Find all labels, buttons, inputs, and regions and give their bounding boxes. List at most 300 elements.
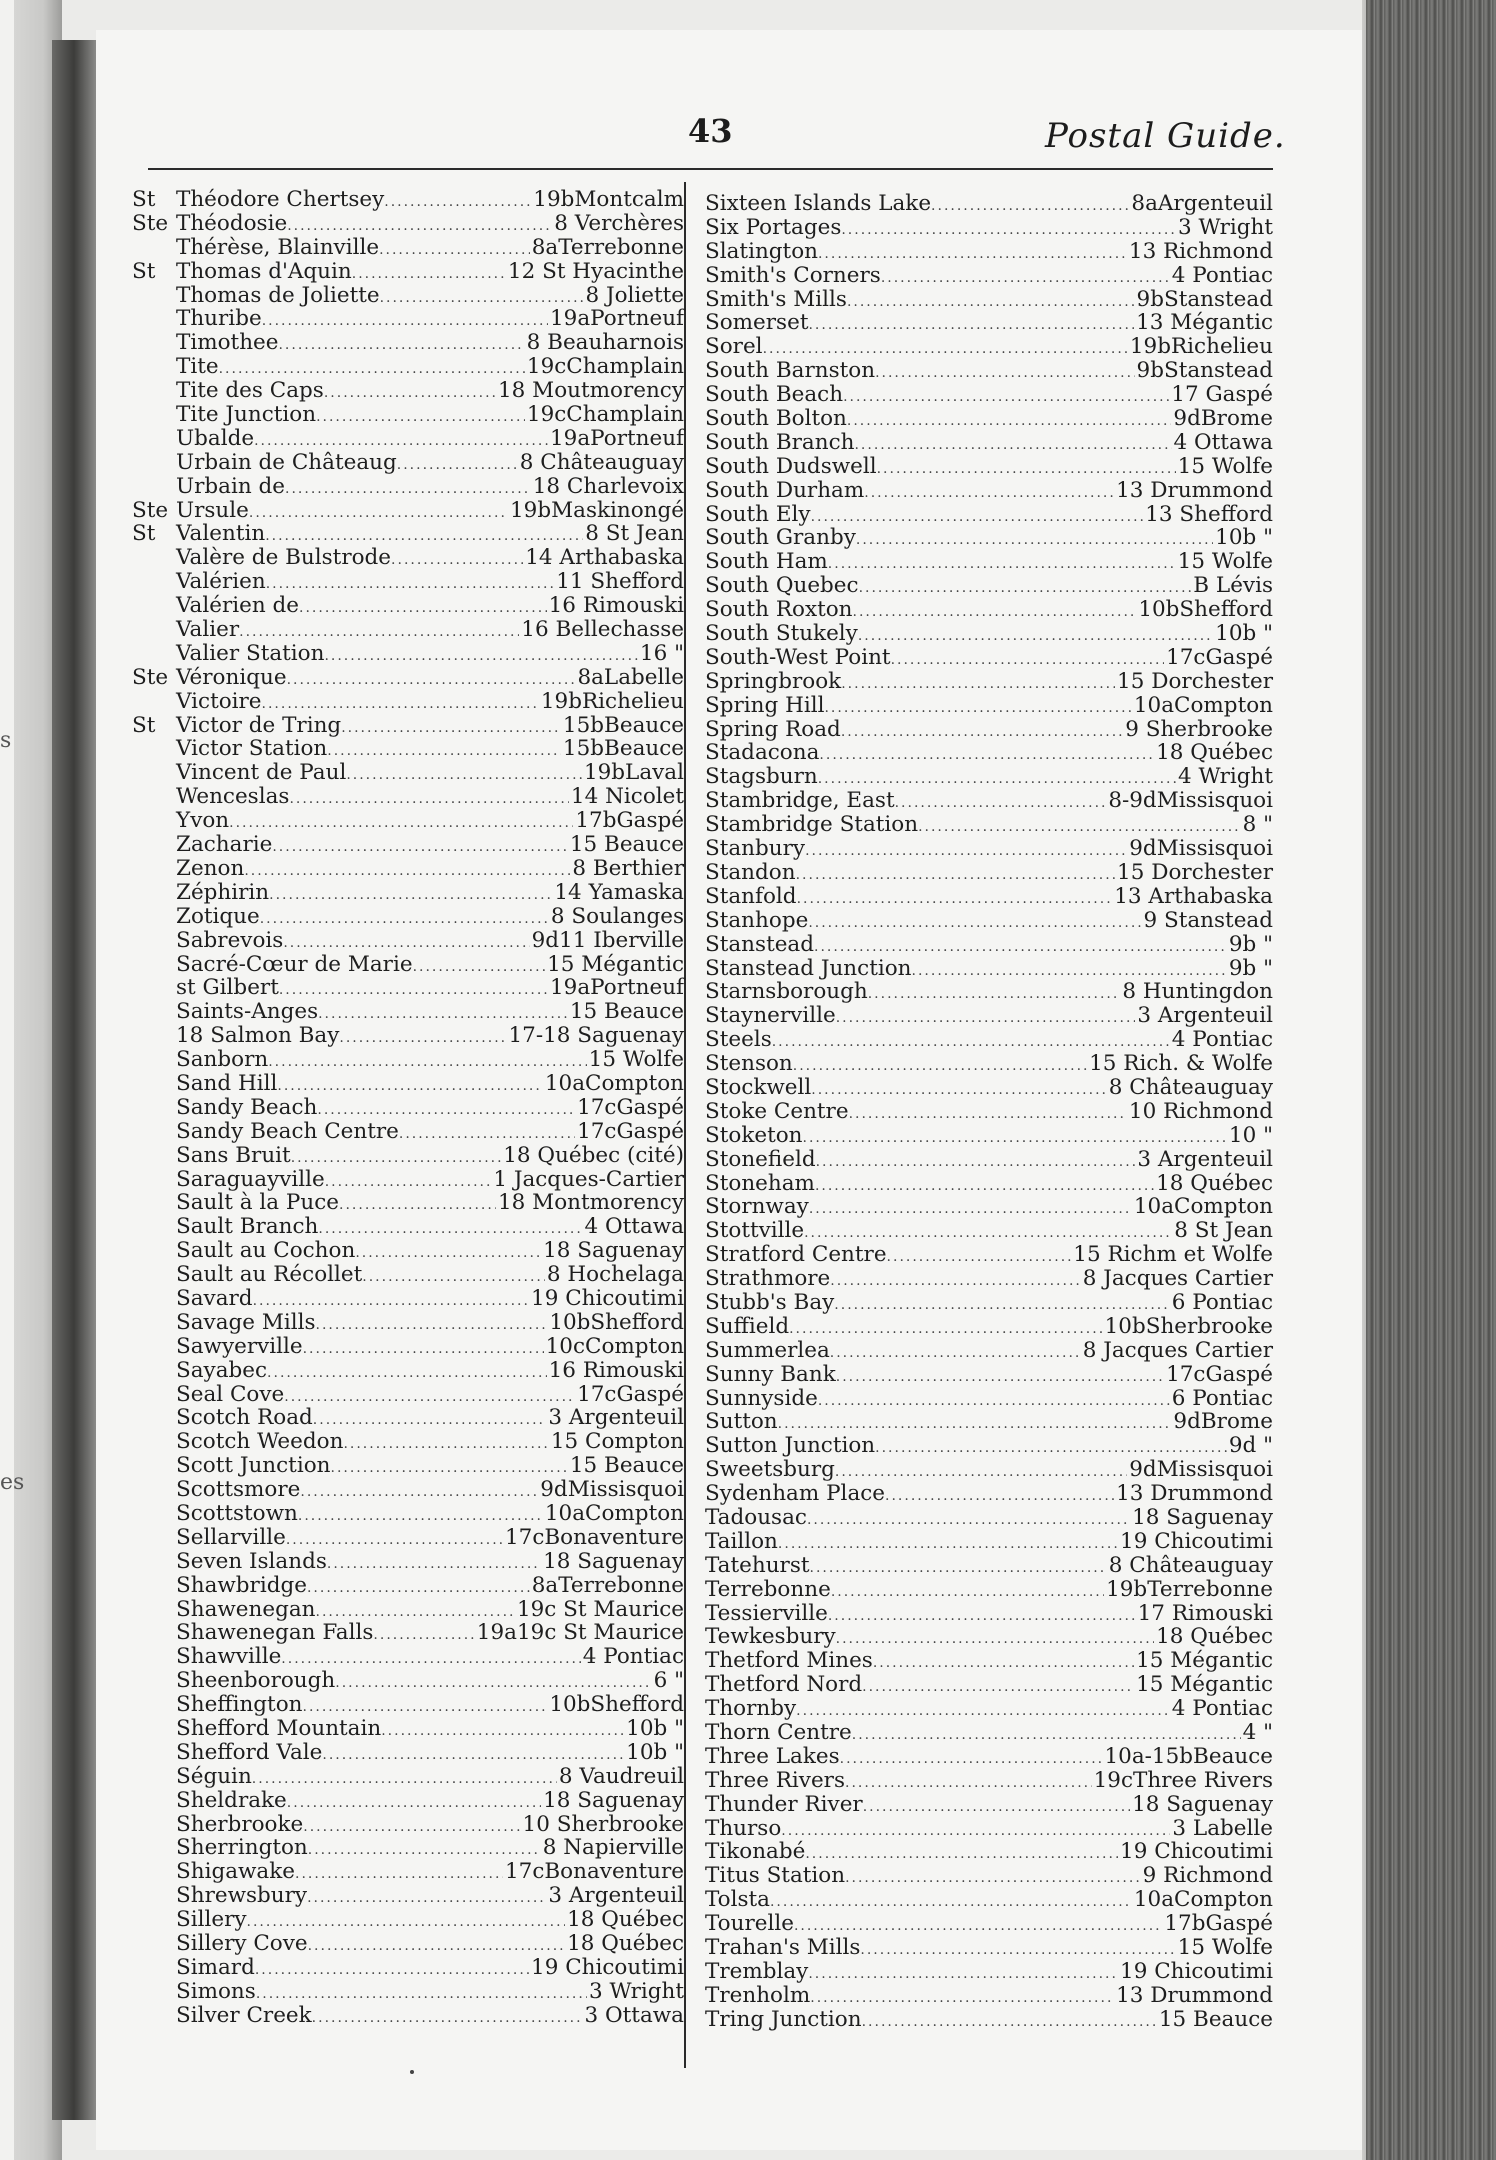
place-name: Tewkesbury	[705, 1624, 836, 1650]
directory-entry	[132, 379, 684, 403]
directory-entry	[132, 1000, 684, 1024]
entry-prefix: Ste	[132, 497, 169, 523]
place-name: Sanborn	[176, 1047, 269, 1073]
directory-entry	[705, 526, 1273, 550]
directory-entry	[132, 714, 684, 738]
county-info: 10cCompton	[545, 1333, 684, 1359]
directory-entry	[705, 694, 1273, 718]
right-column	[705, 192, 1273, 2032]
county-info: 15 Wolfe	[1177, 453, 1273, 479]
directory-entry	[705, 1793, 1273, 1817]
dot-leader	[796, 864, 1115, 888]
directory-entry	[705, 861, 1273, 885]
place-name: Scott Junction	[176, 1453, 331, 1479]
place-name: Zacharie	[176, 832, 273, 858]
directory-entry	[705, 1195, 1273, 1219]
dot-leader	[856, 529, 1213, 553]
directory-entry	[132, 522, 684, 546]
directory-entry	[132, 1908, 684, 1932]
directory-entry	[705, 311, 1273, 335]
directory-entry	[132, 1932, 684, 1956]
dot-leader	[862, 2011, 1157, 2035]
directory-entry	[705, 455, 1273, 479]
directory-entry	[132, 1048, 684, 1072]
dot-leader	[828, 1605, 1136, 1629]
directory-entry	[705, 1482, 1273, 1506]
county-info: 10a-15bBeauce	[1104, 1743, 1273, 1769]
county-info: 10b "	[626, 1739, 684, 1765]
county-info: 18 Montmorency	[497, 1190, 684, 1216]
place-name: Sherrington	[176, 1835, 308, 1861]
dot-leader	[285, 478, 531, 502]
directory-entry	[705, 1028, 1273, 1052]
directory-entry	[705, 407, 1273, 431]
place-name: Tourelle	[705, 1911, 794, 1937]
county-info: 15 Rich. & Wolfe	[1089, 1051, 1273, 1077]
directory-entry	[705, 1410, 1273, 1434]
dot-leader	[840, 1748, 1103, 1772]
left-column	[132, 188, 684, 2028]
county-info: 15 Compton	[550, 1429, 684, 1455]
dot-leader	[343, 1433, 548, 1457]
place-name: Ubalde	[176, 425, 255, 451]
county-info: 4 "	[1242, 1720, 1273, 1745]
place-name: Spring Road	[705, 716, 841, 742]
dot-leader	[863, 1796, 1130, 1820]
directory-entry	[132, 1765, 684, 1789]
directory-entry	[705, 216, 1273, 240]
county-info: 4 Pontiac	[1171, 262, 1273, 288]
place-name: Seal Cove	[176, 1381, 285, 1407]
place-name: Stenson	[705, 1051, 793, 1077]
dot-leader	[868, 983, 1121, 1007]
county-info: 3 Labelle	[1172, 1815, 1273, 1841]
dot-leader	[341, 717, 561, 741]
directory-entry	[705, 1076, 1273, 1100]
county-info: 9dBrome	[1173, 1409, 1273, 1435]
dot-leader	[836, 1007, 1136, 1031]
directory-entry	[132, 1502, 684, 1526]
county-info: 19bRichelieu	[1129, 334, 1273, 360]
dot-leader	[810, 1557, 1107, 1581]
place-name: South Bolton	[705, 406, 847, 432]
directory-entry	[705, 1578, 1273, 1602]
directory-entry	[132, 1669, 684, 1693]
dot-leader	[244, 860, 570, 884]
dot-leader	[307, 1887, 546, 1911]
county-info: 4 Ottawa	[584, 1214, 684, 1240]
county-info: 15 Mégantic	[547, 951, 684, 977]
directory-entry	[132, 1120, 684, 1144]
county-info: 10 Richmond	[1128, 1098, 1273, 1124]
directory-entry	[132, 236, 684, 260]
place-name: Zenon	[176, 855, 245, 881]
dot-leader	[881, 267, 1170, 291]
directory-entry	[132, 976, 684, 1000]
dot-leader	[269, 884, 552, 908]
dot-leader	[327, 1553, 541, 1577]
county-info: 10aCompton	[1133, 1194, 1273, 1220]
place-name: Shawbridge	[176, 1572, 307, 1598]
dot-leader	[805, 1843, 1118, 1867]
place-name: Simons	[176, 1978, 256, 2004]
place-name: Shrewsbury	[176, 1883, 308, 1909]
county-info: 8 Joliette	[585, 282, 684, 308]
directory-entry	[132, 594, 684, 618]
dot-leader	[316, 1314, 548, 1338]
county-info: 8 Beauharnois	[526, 330, 684, 356]
place-name: Urbain de	[176, 473, 286, 499]
county-info: 9dMissisquoi	[1129, 836, 1273, 862]
county-info: 6 Pontiac	[1171, 1289, 1273, 1315]
county-info: 8 Soulanges	[550, 903, 684, 929]
place-name: Zotique	[176, 903, 260, 929]
county-info: 19bMaskinongé	[509, 497, 684, 523]
county-info: 3 Argenteuil	[1137, 1146, 1273, 1172]
dot-leader	[381, 1720, 624, 1744]
place-name: Thomas de Joliette	[176, 282, 380, 308]
place-name: Taillon	[705, 1528, 778, 1554]
dot-leader	[793, 1055, 1087, 1079]
directory-entry	[705, 813, 1273, 837]
dot-leader	[845, 1867, 1141, 1891]
page-number: 43	[688, 112, 733, 150]
dot-leader	[807, 1509, 1130, 1533]
place-name: Stoneham	[705, 1170, 815, 1196]
county-info: 8aTerrebonne	[531, 1572, 684, 1598]
directory-entry	[705, 1960, 1273, 1984]
place-name: Strathmore	[705, 1266, 831, 1292]
dot-leader	[255, 1959, 529, 1983]
place-name: Valère de Bulstrode	[176, 545, 392, 571]
place-name: Saints-Anges	[176, 999, 319, 1025]
directory-entry	[705, 1387, 1273, 1411]
directory-entry	[132, 905, 684, 929]
directory-entry	[132, 1574, 684, 1598]
directory-entry	[705, 1243, 1273, 1267]
directory-entry	[705, 1817, 1273, 1841]
place-name: Terrebonne	[705, 1576, 831, 1602]
directory-entry	[705, 765, 1273, 789]
dot-leader	[278, 334, 524, 358]
dot-leader	[830, 1270, 1080, 1294]
county-info: 10b "	[1215, 621, 1273, 647]
county-info: 17-18 Saguenay	[508, 1023, 684, 1049]
county-info: 4 Ottawa	[1173, 429, 1273, 455]
place-name: Tatehurst	[705, 1552, 810, 1578]
dot-leader	[346, 764, 582, 788]
county-info: 13 Drummond	[1116, 1982, 1273, 2008]
directory-entry	[132, 1645, 684, 1669]
county-info: 3 Argenteuil	[1137, 1003, 1273, 1029]
dot-leader	[397, 454, 518, 478]
directory-entry	[132, 785, 684, 809]
directory-entry	[705, 1339, 1273, 1363]
county-info: 19aPortneuf	[549, 425, 684, 451]
dot-leader	[828, 553, 1176, 577]
dot-leader	[279, 979, 548, 1003]
dot-leader	[272, 836, 568, 860]
place-name: South Quebec	[705, 573, 859, 599]
county-info: 18 Saguenay	[543, 1238, 684, 1264]
directory-entry	[132, 475, 684, 499]
place-name: Three Rivers	[705, 1767, 845, 1793]
dot-leader	[885, 1485, 1114, 1509]
county-info: 14 Yamaska	[554, 879, 684, 905]
directory-entry	[132, 1144, 684, 1168]
place-name: Stratford Centre	[705, 1242, 887, 1268]
place-name: Springbrook	[705, 668, 842, 694]
county-info: 8 Châteauguay	[519, 449, 684, 475]
place-name: Stonefield	[705, 1146, 816, 1172]
county-info: B Lévis	[1193, 573, 1273, 599]
directory-entry	[705, 670, 1273, 694]
place-name: Ursule	[176, 497, 249, 523]
dot-leader	[266, 573, 555, 597]
place-name: Shefford Mountain	[176, 1716, 382, 1741]
county-info: 10aCompton	[1133, 1887, 1273, 1913]
place-name: South Branch	[705, 429, 855, 455]
dot-leader	[836, 1628, 1154, 1652]
place-name: Smith's Corners	[705, 262, 881, 288]
county-info: 18 Saguenay	[1132, 1791, 1273, 1817]
place-name: Sillery Cove	[176, 1931, 308, 1957]
county-info: 10bShefford	[1138, 597, 1273, 623]
directory-entry	[132, 1621, 684, 1645]
dot-leader	[781, 1820, 1170, 1844]
place-name: Tremblay	[705, 1958, 809, 1984]
directory-entry	[132, 260, 684, 284]
dot-leader	[864, 482, 1114, 506]
directory-entry	[705, 1363, 1273, 1387]
county-info: 17cGaspé	[1166, 644, 1273, 670]
county-info: 4 Wright	[1177, 764, 1273, 790]
directory-entry	[705, 1172, 1273, 1196]
directory-entry	[705, 1912, 1273, 1936]
dot-leader	[267, 1362, 547, 1386]
directory-entry	[705, 909, 1273, 933]
dot-leader	[847, 291, 1135, 315]
place-name: Thomas d'Aquin	[176, 258, 352, 284]
dot-leader	[299, 597, 547, 621]
dot-leader	[841, 219, 1176, 243]
county-info: 15 Mégantic	[1136, 1672, 1273, 1698]
dot-leader	[831, 1581, 1104, 1605]
county-info: 19 Chicoutimi	[1120, 1958, 1273, 1984]
county-info: 18 Moutmorency	[497, 378, 684, 404]
county-info: 19 Chicoutimi	[531, 1954, 684, 1980]
county-info: 3 Wright	[1177, 214, 1273, 240]
directory-entry	[132, 809, 684, 833]
county-info: 19 Chicoutimi	[1120, 1839, 1273, 1865]
county-info: 9 Richmond	[1142, 1863, 1273, 1889]
place-name: Sunny Bank	[705, 1361, 836, 1387]
county-info: 13 Drummond	[1116, 1481, 1273, 1507]
directory-entry	[705, 1673, 1273, 1697]
directory-entry	[705, 1649, 1273, 1673]
place-name: Yvon	[176, 808, 230, 834]
place-name: Sellarville	[176, 1524, 286, 1550]
directory-entry	[132, 953, 684, 977]
place-name: Sydenham Place	[705, 1481, 886, 1507]
county-info: 9b "	[1228, 931, 1273, 957]
county-info: 14 Arthabaska	[525, 545, 684, 571]
place-name: Sandy Beach	[176, 1094, 318, 1120]
county-info: 19a19c St Maurice	[476, 1620, 684, 1646]
dot-leader	[331, 1457, 568, 1481]
place-name: Scotch Road	[176, 1405, 313, 1431]
dot-leader	[327, 740, 561, 764]
place-name: Sillery	[176, 1907, 247, 1933]
place-name: Stornway	[705, 1194, 809, 1220]
county-info: 9bStanstead	[1136, 358, 1273, 384]
dot-leader	[308, 1935, 565, 1959]
county-info: 9b "	[1228, 955, 1273, 981]
place-name: Simard	[176, 1954, 255, 1980]
directory-entry	[705, 1219, 1273, 1243]
place-name: Sixteen Islands Lake	[705, 191, 932, 216]
directory-entry	[705, 598, 1273, 622]
place-name: Standon	[705, 859, 796, 885]
directory-entry	[705, 1315, 1273, 1339]
county-info: 16 Bellechasse	[521, 617, 684, 643]
directory-entry	[132, 1956, 684, 1980]
county-info: 13 Shefford	[1145, 501, 1273, 527]
dot-leader	[789, 1318, 1103, 1342]
directory-entry	[705, 1291, 1273, 1315]
header-rule	[148, 168, 1273, 170]
directory-entry	[132, 284, 684, 308]
directory-entry	[132, 1836, 684, 1860]
county-info: 8aLabelle	[577, 664, 684, 690]
place-name: Sherbrooke	[176, 1811, 304, 1837]
dot-leader	[873, 1652, 1134, 1676]
place-name: Thérèse, Blainville	[176, 234, 380, 260]
county-info: 1 Jacques-Cartier	[493, 1166, 684, 1192]
directory-entry	[132, 307, 684, 331]
place-name: Sayabec	[176, 1357, 268, 1383]
place-name: Stockwell	[705, 1074, 812, 1100]
dot-leader	[313, 1409, 547, 1433]
directory-entry	[705, 646, 1273, 670]
county-info: 19bRichelieu	[540, 688, 684, 714]
directory-entry	[132, 570, 684, 594]
directory-entry	[705, 1554, 1273, 1578]
entry-prefix: Ste	[132, 210, 169, 236]
dot-leader	[808, 912, 1141, 936]
county-info: 18 Saguenay	[543, 1548, 684, 1574]
entry-prefix: Ste	[132, 664, 169, 690]
place-name: Sheenborough	[176, 1668, 336, 1694]
county-info: 13 Mégantic	[1136, 310, 1273, 336]
dot-leader	[815, 1175, 1154, 1199]
county-info: 17cGaspé	[1166, 1361, 1273, 1387]
county-info: 3 Ottawa	[584, 2002, 684, 2028]
county-info: 10b "	[1215, 525, 1273, 551]
place-name: Stottville	[705, 1218, 805, 1244]
place-name: Sheldrake	[176, 1787, 287, 1813]
directory-entry	[705, 1721, 1273, 1745]
place-name: Silver Creek	[176, 2002, 312, 2028]
place-name: Thunder River	[705, 1791, 863, 1817]
place-name: Scottsmore	[176, 1477, 301, 1503]
county-info: 15 Beauce	[569, 1453, 684, 1479]
dot-leader	[295, 1863, 503, 1887]
directory-entry	[705, 383, 1273, 407]
place-name: Shawenegan Falls	[176, 1620, 374, 1646]
county-info: 16 Rimouski	[548, 593, 684, 619]
directory-entry	[705, 264, 1273, 288]
directory-entry	[705, 1864, 1273, 1888]
county-info: 8-9dMissisquoi	[1108, 788, 1273, 814]
place-name: Sault Branch	[176, 1214, 319, 1240]
dot-leader	[931, 195, 1129, 219]
county-info: 8 Châteauguay	[1108, 1552, 1273, 1578]
place-name: Sabrevois	[176, 927, 284, 953]
place-name: Sawyerville	[176, 1333, 303, 1359]
dot-leader	[830, 1342, 1081, 1366]
directory-entry	[132, 737, 684, 761]
directory-entry	[132, 1741, 684, 1765]
directory-entry	[132, 1335, 684, 1359]
place-name: Sans Bruit	[176, 1142, 291, 1168]
place-name: Thuribe	[176, 306, 262, 332]
county-info: 19aPortneuf	[549, 975, 684, 1001]
directory-entry	[132, 1884, 684, 1908]
directory-entry	[132, 1239, 684, 1263]
county-info: 17cGaspé	[577, 1381, 684, 1407]
county-info: 9bStanstead	[1136, 286, 1273, 312]
county-info: 15 Richm et Wolfe	[1073, 1242, 1273, 1268]
directory-entry	[705, 2008, 1273, 2032]
place-name: South Ely	[705, 501, 811, 527]
directory-entry	[705, 1745, 1273, 1769]
place-name: Trenholm	[705, 1982, 811, 2008]
place-name: Stoketon	[705, 1122, 803, 1148]
dot-leader	[875, 362, 1134, 386]
dot-leader	[262, 310, 548, 334]
dot-leader	[816, 1151, 1136, 1175]
place-name: Sutton Junction	[705, 1433, 876, 1459]
directory-entry	[132, 451, 684, 475]
directory-entry	[132, 355, 684, 379]
directory-entry	[132, 1311, 684, 1335]
directory-entry	[705, 1984, 1273, 2008]
directory-entry	[705, 1506, 1273, 1530]
directory-entry	[132, 1693, 684, 1717]
place-name: Sand Hill	[176, 1070, 278, 1096]
place-name: Victor de Tring	[176, 712, 342, 738]
directory-entry	[132, 212, 684, 236]
dot-leader	[808, 314, 1134, 338]
entry-prefix: St	[132, 712, 156, 738]
place-name: Sault au Récollet	[176, 1262, 363, 1288]
county-info: 8aTerrebonne	[531, 234, 684, 260]
county-info: 18 Québec	[1156, 1170, 1273, 1196]
place-name: Sorel	[705, 334, 763, 360]
dot-leader	[260, 908, 549, 932]
place-name: Smith's Mills	[705, 286, 847, 312]
county-info: 9 Stanstead	[1143, 907, 1273, 933]
county-info: 6 Pontiac	[1171, 1385, 1273, 1411]
place-name: Valérien de	[176, 593, 300, 619]
county-info: 9d11 Iberville	[531, 927, 684, 953]
county-info: 18 Québec	[567, 1907, 684, 1933]
place-name: Trahan's Mills	[705, 1935, 861, 1961]
dot-leader	[324, 382, 496, 406]
county-info: 12 St Hyacinthe	[507, 258, 684, 284]
directory-entry	[132, 546, 684, 570]
